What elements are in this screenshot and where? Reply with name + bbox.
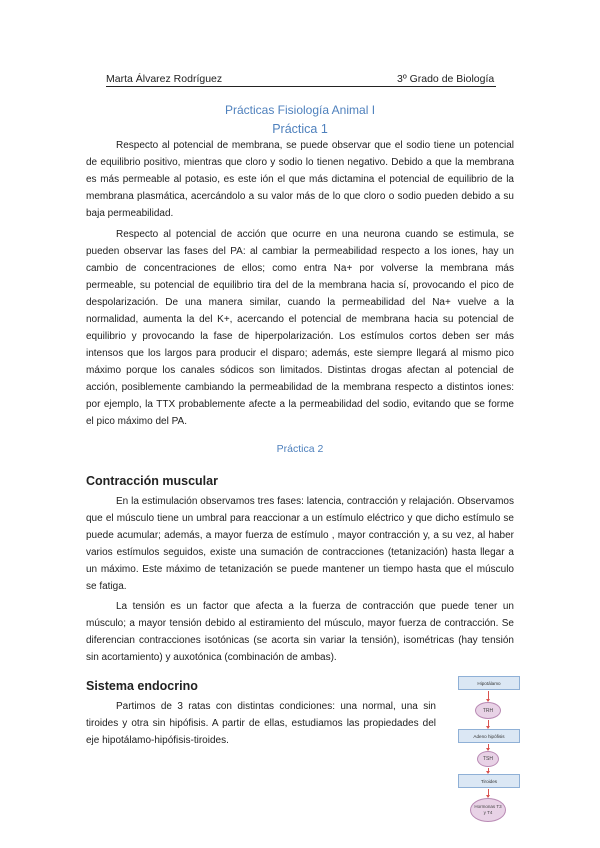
diagram-circle-hormonas: Hormonas T3 y T4: [470, 798, 506, 822]
hpt-axis-diagram: [454, 674, 522, 826]
diagram-box-tiroides: Tiroides: [458, 774, 520, 788]
contraccion-paragraph-2: La tensión es un factor que afecta a la fuerza de contracción que puede tener un músculo; a mayor tensión debido al estiramiento del músculo, mayor fuerza de contracción. Se diferencian contracciones isotónicas (se acorta sin variar la tensión), isométricas (hay tensión sin acortamiento) y auxotónica (combinación de ambas).: [86, 601, 514, 663]
header-underline: [106, 86, 496, 87]
diagram-circle-trh: TRH: [475, 702, 501, 719]
diagram-arrow: [488, 744, 489, 750]
endocrino-heading: Sistema endocrino: [86, 679, 198, 693]
header-author: Marta Álvarez Rodríguez: [106, 73, 223, 85]
header-course: 3º Grado de Biología: [397, 73, 495, 85]
diagram-arrow: [488, 691, 489, 701]
document-title: Prácticas Fisiología Animal I: [224, 103, 376, 117]
contraccion-paragraph-1: En la estimulación observamos tres fases: latencia, contracción y relajación. Observamos que el músculo tiene un umbral para reaccionar a un estímulo eléctrico y que dicho estímulo se puede acumular; además, a mayor fuerza de estímulo , mayor contracción y, a su vez, al haber varios estímulos seguidos, existe una sumación de contracciones (tetanización) hasta llegar a un máximo. Este máximo de tetanización se puede mantener un tiempo hasta que el músculo se fatiga.: [86, 496, 514, 592]
practica1-paragraph-1: Respecto al potencial de membrana, se puede observar que el sodio tiene un potencial de equilibrio positivo, mientras que cloro y sodio lo tienen negativo. Debido a que la membrana es más permeable al potasio, es este ión el que más dictamina el potencial de equilibrio de la membrana plasmática, acercándolo a su valor más de lo que cloro o sodio pueden debido a su baja permeabilidad.: [86, 140, 514, 219]
practica1-paragraph-2: Respecto al potencial de acción que ocurre en una neurona cuando se estimula, se pueden observar las fases del PA: al cambiar la permeabilidad respecto a los iones, hay un cambio de concentraciones de ellos; como entra Na+ por volverse la membrana más permeable, su potencial de equilibrio tira del de la membrana hacia sí, provocando el pico de despolarización. De una manera similar, cuando la permeabilidad del Na+ vuelve a la normalidad, aumenta la del K+, acercando el potencial de membrana hacia su potencial de equilibrio y provocando la fase de hiperpolarización. Los estímulos cortos deben ser más intensos que los largos para producir el disparo; además, este siempre llegará al mismo pico máximo porque los canales sódicos son limitados. Distintas drogas afectan al potencial de acción, posiblemente cambiando la permeabilidad de la membrana respecto a distintos iones: por ejemplo, la TTX probablemente afecte a la permeabilidad del sodio, evitando que se forme el pico máximo del PA.: [86, 229, 514, 427]
diagram-circle-tsh: TSH: [477, 751, 499, 767]
practica1-heading: Práctica 1: [272, 122, 328, 136]
contraccion-heading: Contracción muscular: [86, 474, 218, 488]
diagram-box-adenohipofisis: Adeno hipófisis: [458, 729, 520, 743]
practica2-heading: Práctica 2: [276, 443, 324, 455]
diagram-arrow: [488, 789, 489, 797]
diagram-arrow: [488, 720, 489, 728]
diagram-arrow: [488, 768, 489, 773]
diagram-box-hipotalamo: Hipotálamo: [458, 676, 520, 690]
endocrino-paragraph-1: Partimos de 3 ratas con distintas condiciones: una normal, una sin tiroides y otra sin hipófisis. A partir de ellas, estudiamos las propiedades del eje hipotálamo-hipófisis-tiroides.: [86, 701, 436, 746]
